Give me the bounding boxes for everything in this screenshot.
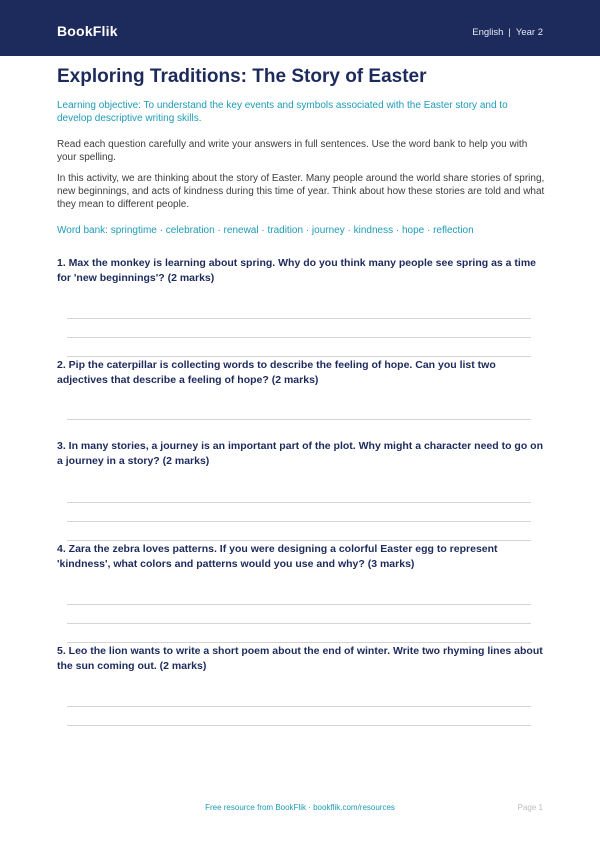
- question-1: 1. Max the monkey is learning about spring. Why do you think many people see spring as a time for 'new beginnings'? (2 marks): [57, 257, 537, 284]
- answer-line[interactable]: [67, 623, 531, 624]
- header-bar: [0, 0, 600, 56]
- word-bank: Word bank: springtime · celebration · renewal · tradition · journey · kindness · hope · reflection: [57, 225, 474, 236]
- question-4: 4. Zara the zebra loves patterns. If you were designing a colorful Easter egg to represent 'kindness', what colors and patterns would you use and why? (3 marks): [57, 543, 498, 570]
- intro-text: In this activity, we are thinking about the story of Easter. Many people around the world share stories of spring, new beginnings, and acts of kindness during this time of year. Think about how these stories are told and what they mean to different people.: [57, 173, 545, 210]
- answer-line[interactable]: [67, 521, 531, 522]
- answer-line[interactable]: [67, 706, 531, 707]
- brand-logo: BookFlik: [57, 23, 118, 39]
- answer-line[interactable]: [67, 725, 531, 726]
- answer-line[interactable]: [67, 502, 531, 503]
- answer-line[interactable]: [67, 337, 531, 338]
- footer-resource-link[interactable]: Free resource from BookFlik · bookflik.com/resources: [205, 803, 395, 812]
- answer-line[interactable]: [67, 540, 531, 541]
- worksheet-title: Exploring Traditions: The Story of Easter: [57, 66, 427, 87]
- page-number: Page 1: [517, 803, 543, 812]
- question-5: 5. Leo the lion wants to write a short poem about the end of winter. Write two rhyming lines about the sun coming out. (2 marks): [57, 645, 543, 672]
- level-label: Year 2: [515, 27, 543, 38]
- header-meta: [472, 27, 543, 38]
- answer-line[interactable]: [67, 604, 531, 605]
- learning-objective: Learning objective: To understand the key events and symbols associated with the Easter story and to develop descriptive writing skills.: [57, 100, 508, 124]
- subject-label: English: [472, 27, 504, 38]
- answer-line[interactable]: [67, 642, 531, 643]
- question-2: 2. Pip the caterpillar is collecting words to describe the feeling of hope. Can you list two adjectives that describe a feeling of hope? (2 marks): [57, 359, 496, 386]
- meta-separator: |: [508, 27, 511, 38]
- question-3: 3. In many stories, a journey is an important part of the plot. Why might a character need to go on a journey in a story? (2 marks): [57, 440, 543, 467]
- instructions-text: Read each question carefully and write your answers in full sentences. Use the word bank to help you with your spelling.: [57, 139, 528, 163]
- answer-line[interactable]: [67, 356, 531, 357]
- answer-line[interactable]: [67, 318, 531, 319]
- answer-line[interactable]: [67, 419, 531, 420]
